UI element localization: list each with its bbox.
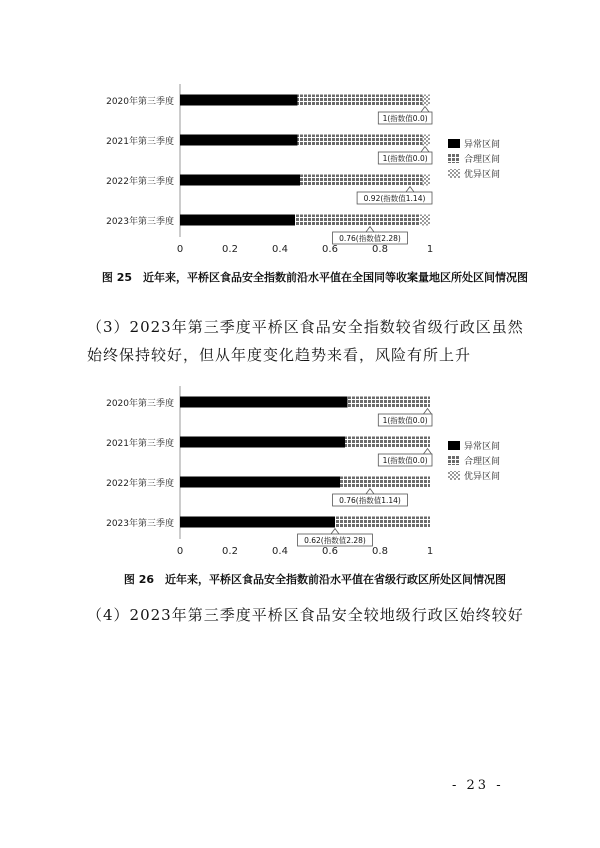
section-3-paragraph: （3）2023年第三季度平桥区食品安全指数较省级行政区虽然始终保持较好，但从年度变化趋势来看，风险有所上升 <box>87 318 524 364</box>
callout-label: 0.76(指数值1.14) <box>339 496 401 505</box>
bar-solid <box>180 397 348 408</box>
bar-grid <box>335 517 430 528</box>
x-tick-label: 0 <box>176 546 184 557</box>
bar-checker <box>420 215 430 226</box>
x-tick-label: 0.2 <box>222 546 238 557</box>
bar-grid <box>298 95 423 106</box>
legend-label: 合理区间 <box>464 155 501 165</box>
chart-figure-26 <box>0 380 600 566</box>
section-4-paragraph: （4）2023年第三季度平桥区食品安全较地级行政区始终较好 <box>87 606 524 624</box>
category-label: 2020年第三季度 <box>106 97 174 107</box>
figure-26-caption: 图 26 近年来，平桥区食品安全指数前沿水平值在省级行政区所处区间情况图 <box>123 573 507 586</box>
legend-swatch <box>448 154 460 163</box>
callout-label: 0.92(指数值1.14) <box>363 194 426 203</box>
bar-checker <box>423 175 431 186</box>
category-label: 2021年第三季度 <box>106 439 174 449</box>
bar-grid <box>300 175 423 186</box>
page-number: - 23 - <box>452 778 504 793</box>
bar-grid <box>295 215 420 226</box>
x-tick-label: 0.2 <box>222 244 238 255</box>
bar-solid <box>180 437 345 448</box>
bar-solid <box>180 135 298 146</box>
legend-swatch <box>448 471 460 480</box>
bar-solid <box>180 517 335 528</box>
callout-pointer <box>366 489 374 495</box>
legend-label: 优异区间 <box>464 170 501 180</box>
category-label: 2022年第三季度 <box>106 479 174 489</box>
legend-label: 异常区间 <box>464 140 501 150</box>
callout-pointer <box>424 409 432 415</box>
category-label: 2020年第三季度 <box>106 399 174 409</box>
bar-solid <box>180 95 298 106</box>
bar-grid <box>298 135 423 146</box>
callout-pointer <box>421 107 429 113</box>
x-tick-label: 0.6 <box>322 244 338 255</box>
callout-label: 0.76(指数值2.28) <box>339 234 401 243</box>
x-tick-label: 1 <box>426 546 434 557</box>
bar-solid <box>180 215 295 226</box>
bar-grid <box>345 437 430 448</box>
category-label: 2022年第三季度 <box>106 177 174 187</box>
bar-solid <box>180 477 340 488</box>
callout-label: 1(指数值0.0) <box>382 154 428 163</box>
legend-swatch <box>448 139 460 148</box>
category-label: 2023年第三季度 <box>106 519 174 529</box>
callout-pointer <box>406 187 414 193</box>
x-tick-label: 0.8 <box>372 244 388 255</box>
callout-label: 1(指数值0.0) <box>382 114 428 123</box>
legend-label: 合理区间 <box>464 457 501 467</box>
x-tick-label: 1 <box>426 244 434 255</box>
callout-pointer <box>366 227 374 233</box>
bar-checker <box>423 95 431 106</box>
category-label: 2021年第三季度 <box>106 137 174 147</box>
figure-25-caption: 图 25 近年来，平桥区食品安全指数前沿水平值在全国同等收案量地区所处区间情况图 <box>101 271 529 284</box>
callout-label: 1(指数值0.0) <box>382 416 428 425</box>
chart-figure-25 <box>0 78 600 260</box>
legend-label: 优异区间 <box>464 472 501 482</box>
bar-checker <box>423 135 431 146</box>
bar-grid <box>340 477 430 488</box>
x-tick-label: 0.4 <box>272 244 288 255</box>
callout-pointer <box>421 147 429 153</box>
bar-solid <box>180 175 300 186</box>
x-tick-label: 0.4 <box>272 546 288 557</box>
legend-swatch <box>448 456 460 465</box>
bar-grid <box>348 397 431 408</box>
category-label: 2023年第三季度 <box>106 217 174 227</box>
legend-swatch <box>448 441 460 450</box>
legend-swatch <box>448 169 460 178</box>
x-tick-label: 0.8 <box>372 546 388 557</box>
callout-pointer <box>331 529 339 535</box>
callout-label: 0.62(指数值2.28) <box>304 536 366 545</box>
legend-label: 异常区间 <box>464 442 501 452</box>
x-tick-label: 0.6 <box>322 546 338 557</box>
callout-pointer <box>424 449 432 455</box>
x-tick-label: 0 <box>176 244 184 255</box>
callout-label: 1(指数值0.0) <box>382 456 428 465</box>
